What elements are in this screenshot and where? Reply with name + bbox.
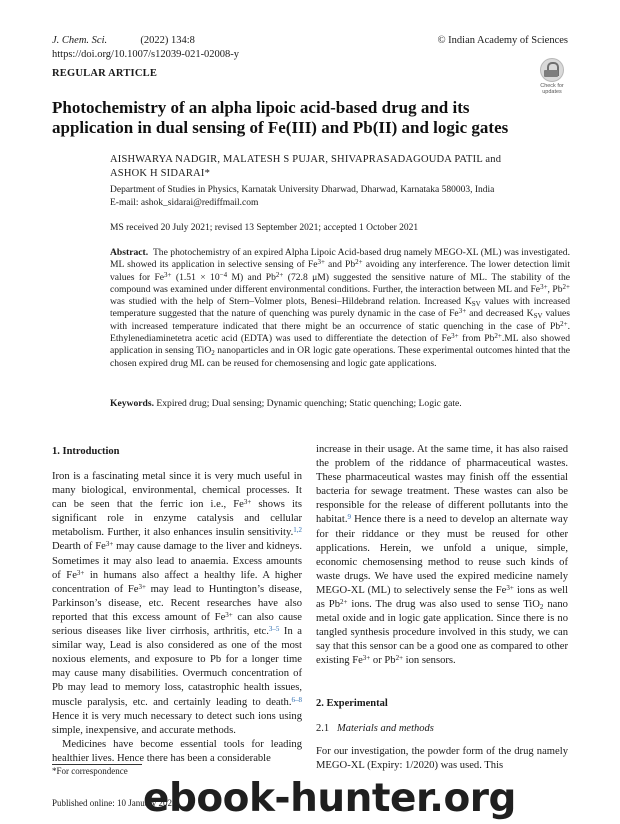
- citation-ref[interactable]: 6–8: [291, 695, 302, 704]
- left-column: [52, 470, 302, 766]
- subsection-heading-materials: 2.1 Materials and methods: [316, 723, 434, 734]
- check-for-updates-badge[interactable]: [537, 58, 567, 98]
- title-line-1: Photochemistry of an alpha lipoic acid-based drug and its: [52, 98, 470, 117]
- title-line-2: application in dual sensing of Fe(III) and Pb(II) and logic gates: [52, 118, 509, 137]
- bookmark-icon: [540, 58, 564, 82]
- footnote-rule: [52, 764, 142, 765]
- citation-ref[interactable]: 9: [347, 513, 351, 522]
- published-date: Published online: 10 January 2022: [52, 798, 177, 808]
- doi-link[interactable]: https://doi.org/10.1007/s12039-021-02008-y: [52, 49, 240, 60]
- keywords-text: Expired drug; Dual sensing; Dynamic quenching; Static quenching; Logic gate.: [156, 398, 462, 409]
- intro-paragraph-1: Iron is a fascinating metal since it is very much useful in many biological, environmental, chemical processes. It can be seen that the ferric ion i.e., $Fe^{3+}$ shows its significant role in enzyme catalysis and cellular metabolism. Further, it also enhances insulin sensitivity.$^{1,2}$ Dearth of $Fe^{3+}$ may cause damage to the liver and kidneys. Sometimes it may also lead to anaemia. Excess amounts of $Fe^{3+}$ in humans also affect a healthy life. A higher concentration of $Fe^{3+}$ may lead to Huntington’s disease, Parkinson’s disease, etc. Recent researches have also reported that this excess amount of $Fe^{3+}$ can also cause serious diseases like liver cirrhosis, arthritis, etc.$^{3-5}$ In a similar way, Lead is also considered as one of the most noxious elements, and exposure to Pb for a longer time may cause many disabilities. Overmuch concentration of Pb may lead to memory loss, catastrophic health issues, muscle paralysis, etc. and certainly leading to death.$^{6-8}$ Hence it is very much necessary to detect such ions using simple, inexpensive, and accurate methods.: [52, 471, 303, 736]
- section-heading-experimental: 2. Experimental: [316, 698, 388, 709]
- author-line-2: ASHOK H SIDARAI*: [110, 168, 211, 179]
- manuscript-dates: MS received 20 July 2021; revised 13 September 2021; accepted 1 October 2021: [110, 223, 419, 233]
- citation: (2022) 134:8: [140, 35, 195, 46]
- department: Department of Studies in Physics, Karnatak University Dharwad, Dharwad, Karnataka 580003, India: [110, 185, 495, 195]
- affiliation: [110, 184, 494, 209]
- experimental-paragraph: For our investigation, the powder form of the drug namely MEGO-XL (Expiry: 1/2020) was used. This: [316, 746, 568, 772]
- author-list: [110, 153, 501, 181]
- article-type: REGULAR ARTICLE: [52, 68, 158, 79]
- running-header: [52, 34, 195, 47]
- right-column: [316, 443, 568, 669]
- abstract: Abstract. The photochemistry of an expired Alpha Lipoic Acid-based drug namely MEGO-XL (ML) was investigated. ML showed its application in selective sensing of $Fe^{3+}$ and $Pb^{2+}$ avoiding any interference. The lower detection limit values for $Fe^{3+}$ ($1.51 \times 10^{-4}$ M) and $Pb^{2+}$ (72.8 μM) suggested the sensitive nature of ML. The stability of the compound was examined under different environmental conditions. Further, the interaction between ML and $Fe^{3+}$, $Pb^{2+}$ was studied with the help of Stern–Volmer plots, Benesi–Hildebrand relation. Increased $K_{SV}$ values with increased temperature suggested that the nature of quenching was purely dynamic in the case of $Fe^{3+}$ and decreased $K_{SV}$ values with increased temperature indicated that there might be an occurrence of static quenching in the case of $Pb^{2+}$. Ethylenediaminetetra acetic acid (EDTA) was used to differentiate the detection of $Fe^{3+}$ from $Pb^{2+}.ML$ also showed application in sensing TiO$_2$ nanoparticles and in OR logic gate operations. These experimental outcomes hinted that the chosen expired drug ML can be reused for chemosensing and logic gate applications.: [110, 247, 571, 369]
- citation-ref[interactable]: 1,2: [293, 526, 302, 535]
- citation-ref[interactable]: 3–5: [268, 625, 280, 634]
- email-address[interactable]: E-mail: ashok_sidarai@rediffmail.com: [110, 197, 259, 208]
- author-line-1: AISHWARYA NADGIR, MALATESH S PUJAR, SHIVAPRASADAGOUDA PATIL and: [110, 154, 502, 165]
- journal-name: J. Chem. Sci.: [52, 35, 108, 46]
- intro-paragraph-2: Medicines have become essential tools for leading healthier lives. Hence there has been a considerable: [52, 738, 302, 764]
- intro-paragraph-3: increase in their usage. At the same time, it has also raised the problem of the riddance of pharmaceutical wastes. These pharmaceutical wastes may finish off the essential bacteria for sewage treatment. These wastes can also be responsible for the release of different pollutants into the habitat.$^9$ Hence there is a need to develop an alternate way for their riddance or they must be reused for other applications. Herein, we unfold a unique, simple, economic chemosensing method to reuse such kinds of waste drugs. We have used the expired medicine namely MEGO-XL (ML) to selectively sense the $Fe^{3+}$ ions as well as $Pb^{2+}$ ions. The drug was also used to sense TiO$_2$ nano metal oxide and in logic gate application. Since there is no tangled synthesis procedure involved in this study, we can say that this sensor can be a good one as compared to other existing $Fe^{3+}$ or $Pb^{2+}$ ion sensors.: [316, 444, 569, 667]
- keywords-label: Keywords.: [110, 398, 154, 409]
- publisher-notice: © Indian Academy of Sciences: [437, 35, 568, 46]
- watermark-logo: ebook-hunter.org: [143, 776, 516, 821]
- section-heading-introduction: 1. Introduction: [52, 446, 120, 457]
- keywords: [110, 398, 570, 410]
- article-title: [52, 98, 582, 138]
- correspondence-note: *For correspondence: [52, 766, 128, 776]
- abstract-label: Abstract.: [110, 247, 149, 258]
- badge-label: Check for updates: [540, 83, 564, 95]
